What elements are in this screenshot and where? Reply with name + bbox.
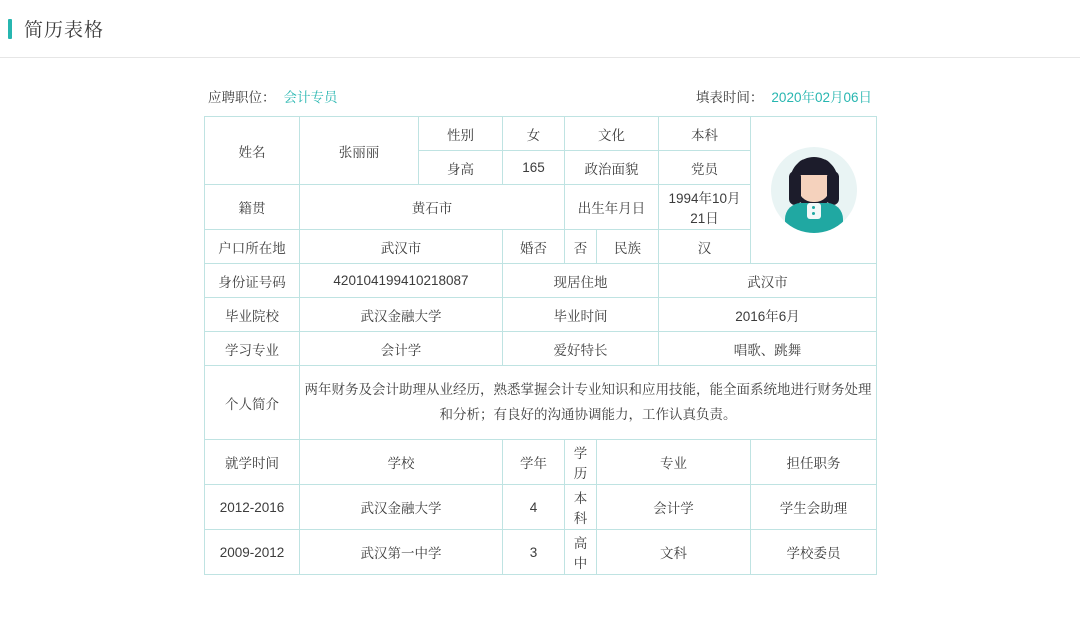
political-label: 政治面貌 [565, 151, 659, 185]
bio-value: 两年财务及会计助理从业经历，熟悉掌握会计专业知识和应用技能，能全面系统地进行财务处理和分析；有良好的沟通协调能力，工作认真负责。 [300, 366, 877, 440]
birth-label: 出生年月日 [565, 185, 659, 230]
fill-date [696, 86, 872, 106]
edu-row-time: 2009-2012 [205, 530, 300, 575]
applied-position [208, 86, 338, 106]
edu-row-year: 3 [503, 530, 565, 575]
edu-row-school: 武汉金融大学 [300, 485, 503, 530]
resume-sheet [204, 58, 876, 575]
page-title: 简历表格 [24, 20, 105, 41]
table-row [205, 298, 877, 332]
household-label: 户口所在地 [205, 230, 300, 264]
avatar-button-bottom-icon [812, 212, 815, 215]
table-row [205, 530, 877, 575]
table-row [205, 117, 877, 151]
name-label: 姓名 [205, 117, 300, 185]
bio-label: 个人简介 [205, 366, 300, 440]
education-header-row [205, 440, 877, 485]
hobby-value: 唱歌、跳舞 [659, 332, 877, 366]
header-accent-bar [8, 19, 12, 39]
edu-header-major: 专业 [597, 440, 751, 485]
page-header [0, 0, 1080, 58]
edu-header-position: 担任职务 [751, 440, 877, 485]
name-value: 张丽丽 [300, 117, 419, 185]
edu-header-year: 学年 [503, 440, 565, 485]
edu-row-position: 学生会助理 [751, 485, 877, 530]
applied-position-label: 应聘职位： [208, 90, 276, 105]
ethnicity-label: 民族 [597, 230, 659, 264]
household-value: 武汉市 [300, 230, 503, 264]
fill-date-label: 填表时间： [695, 90, 764, 105]
major-label: 学习专业 [205, 332, 300, 366]
edu-row-degree: 高中 [565, 530, 597, 575]
edu-row-position: 学校委员 [751, 530, 877, 575]
edu-header-time: 就学时间 [205, 440, 300, 485]
resume-table [204, 116, 877, 575]
political-value: 党员 [659, 151, 751, 185]
edu-row-major: 文科 [597, 530, 751, 575]
photo-cell [751, 117, 877, 264]
school-value: 武汉金融大学 [300, 298, 503, 332]
major-value: 会计学 [300, 332, 503, 366]
edu-row-degree: 本科 [565, 485, 597, 530]
id-label: 身份证号码 [205, 264, 300, 298]
edu-row-major: 会计学 [597, 485, 751, 530]
edu-header-degree: 学历 [565, 440, 597, 485]
table-row [205, 332, 877, 366]
table-row [205, 264, 877, 298]
gender-label: 性别 [419, 117, 503, 151]
gender-value: 女 [503, 117, 565, 151]
marital-label: 婚否 [503, 230, 565, 264]
avatar-hair-right-icon [827, 171, 839, 205]
edu-row-year: 4 [503, 485, 565, 530]
fill-date-value: 2020年02月06日 [771, 90, 872, 105]
education-label: 文化 [565, 117, 659, 151]
id-value: 420104199410218087 [300, 264, 503, 298]
avatar-hair-left-icon [789, 171, 801, 205]
height-label: 身高 [419, 151, 503, 185]
residence-label: 现居住地 [503, 264, 659, 298]
table-row [205, 366, 877, 440]
avatar-button-top-icon [812, 206, 815, 209]
origin-label: 籍贯 [205, 185, 300, 230]
resume-meta-row [204, 86, 876, 116]
applied-position-value: 会计专员 [283, 90, 338, 105]
residence-value: 武汉市 [659, 264, 877, 298]
school-label: 毕业院校 [205, 298, 300, 332]
education-value: 本科 [659, 117, 751, 151]
avatar [771, 147, 857, 233]
grad-time-label: 毕业时间 [503, 298, 659, 332]
edu-header-school: 学校 [300, 440, 503, 485]
ethnicity-value: 汉 [659, 230, 751, 264]
marital-value: 否 [565, 230, 597, 264]
avatar-fringe-icon [796, 159, 832, 175]
edu-row-time: 2012-2016 [205, 485, 300, 530]
birth-value: 1994年10月21日 [659, 185, 751, 230]
grad-time-value: 2016年6月 [659, 298, 877, 332]
origin-value: 黄石市 [300, 185, 565, 230]
table-row [205, 485, 877, 530]
edu-row-school: 武汉第一中学 [300, 530, 503, 575]
photo-wrap [755, 119, 872, 261]
height-value: 165 [503, 151, 565, 185]
hobby-label: 爱好特长 [503, 332, 659, 366]
